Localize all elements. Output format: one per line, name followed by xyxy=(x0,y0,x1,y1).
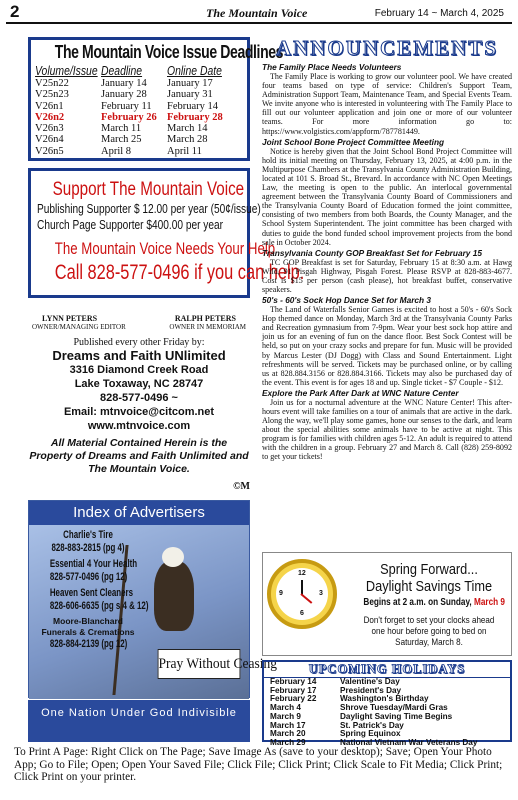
email-link[interactable]: Email: mtnvoice@citcom.net xyxy=(63,406,215,418)
announcement-heading: The Family Place Needs Volunteers xyxy=(262,62,402,72)
dst-note: Don't forget to set your clocks ahead one hour before going to bed on Saturday, March 8. xyxy=(363,615,495,648)
announcement-heading: Joint School Bone Project Committee Meeting xyxy=(262,136,445,147)
table-cell: March 14 xyxy=(167,123,208,135)
holiday-name: Spring Equinox xyxy=(340,729,401,739)
table-cell: January 17 xyxy=(167,78,213,89)
eagle-image xyxy=(154,561,194,631)
table-cell: V26n5 xyxy=(35,145,64,157)
clock-icon xyxy=(267,559,337,629)
dst-title-line: Spring Forward... xyxy=(380,561,478,578)
table-cell: V26n3 xyxy=(35,123,64,135)
dst-begins-date: March 9 xyxy=(473,597,505,608)
announcement xyxy=(262,137,512,247)
announcement-heading: 50's - 60's Sock Hop Dance Set for March 3 xyxy=(262,295,432,306)
website-link[interactable]: www.mtnvoice.com xyxy=(87,420,191,432)
clock-hand xyxy=(300,593,312,604)
holiday-date: March 17 xyxy=(270,720,306,730)
announcement-heading: Explore the Park After Dark at WNC Nature Center xyxy=(262,387,459,398)
pray-caption: Pray Without Ceasing xyxy=(158,649,241,679)
holidays-title: UPCOMING HOLIDAYS xyxy=(264,662,510,678)
issue-date: February 14 ~ March 4, 2025 xyxy=(374,8,504,19)
support-title: Support The Mountain Voice xyxy=(52,179,245,200)
table-cell: V25n22 xyxy=(35,78,69,89)
deadlines-title: The Mountain Voice Issue Deadlines xyxy=(54,42,284,62)
table-cell: V26n1 xyxy=(35,100,64,112)
support-row: Church Page Supporter $400.00 per year xyxy=(37,217,224,232)
advertiser-name: Heaven Sent Cleaners xyxy=(49,587,134,599)
advertiser-detail: 828-577-0496 (pg 12) xyxy=(49,571,128,583)
holiday-date: March 9 xyxy=(270,711,301,721)
holiday-date: February 17 xyxy=(270,685,317,695)
print-instructions: To Print A Page: Right Click on The Page; Save Image As (save to your desktop); Save; Open Your Photo App; Go to File; Open; Open Your Saved File; Click File; Click Print; Click Scale to Fit Media; Click Print; Click Print on your printer. xyxy=(14,746,503,784)
logo-mark: ©M xyxy=(233,481,250,492)
table-cell: March 11 xyxy=(101,123,142,135)
published-line: Published every other Friday by: xyxy=(73,337,205,348)
announcement-body: The Family Place is working to grow our volunteer pool. We have created four teams based on type of service: Children's Support Team, Administration Support Team, Maintenance Team, and Special Events Team. We invite anyone who is interested in volunteering with The Family Place to fill out our volunteer application and join one or more of our volunteer teams. For more information go to: https://www.volgistics.com/appform/787781449. xyxy=(262,72,512,136)
holiday-date: March 20 xyxy=(270,729,306,739)
advertisers-title: Index of Advertisers xyxy=(29,501,249,525)
table-cell-current: V26n2 xyxy=(35,111,65,123)
holiday-name: Valentine's Day xyxy=(340,677,400,686)
col-header: Deadline xyxy=(101,63,143,78)
dst-title-line: Daylight Savings Time xyxy=(365,578,493,595)
deadlines-box xyxy=(28,37,284,161)
announcements xyxy=(262,36,512,548)
table-cell-current: February 28 xyxy=(167,111,223,123)
table-cell: April 8 xyxy=(101,145,132,157)
owner-name: LYNN PETERS xyxy=(42,314,98,323)
address-line: Lake Toxaway, NC 28747 xyxy=(74,378,204,390)
copyright-notice: All Material Contained Herein is the Property of Dreams and Faith Unlimited and The Mountain Voice. xyxy=(29,437,249,475)
holiday-name: Shrove Tuesday/Mardi Gras xyxy=(340,703,448,713)
table-cell: January 14 xyxy=(101,78,147,89)
announcement-body: Join us for a nocturnal adventure at the WNC Nature Center! This after-hours event will take families on a tour of animals that are active in the dark. Along the way, we'll play some games, hone our senses to the dark, and learn about the special abilities some animals have to be active at night. This program is for families with children ages 5-12. An adult is required to attend with the children in a group. February 27 and March 8. Call (828) 259-8092 to get your tickets! xyxy=(262,397,512,462)
col-header: Volume/Issue xyxy=(35,63,98,78)
advertiser-name: Moore-Blanchard Funerals & Cremations xyxy=(41,616,135,637)
holiday-name: Washington's Birthday xyxy=(340,694,429,704)
table-cell: March 25 xyxy=(101,134,142,146)
holiday-name: Daylight Saving Time Begins xyxy=(340,711,453,721)
announcement xyxy=(262,295,512,387)
page-number: 2 xyxy=(10,2,20,21)
announcement-body: Notice is hereby given that the Joint School Bond Project Committee will hold its initial meeting on Thursday, February 13, 2025, at 4:00 p.m. in the Multipurpose Chambers at the Transylvania County Administration Building, located at 101 S. Broad St., Brevard. In accordance with NC Open Meetings Law, the meeting is open to the public. An interlocal governmental agreement between the Transylvania County Board of Commissioners and the Transylvania County Board of Education formed the joint committee, consisting of two members from both Boards, the County Manager, and the School System Superintendent. The joint committee has been charged with duties to guide the bond funded school improvement projects from the bond sale in October 2024. xyxy=(262,146,512,247)
table-cell: February 11 xyxy=(101,100,152,112)
announcement-heading: Transylvania County GOP Breakfast Set for February 15 xyxy=(262,247,482,258)
table-cell: March 28 xyxy=(167,134,208,146)
table-cell: February 14 xyxy=(167,100,219,112)
holiday-date: March 4 xyxy=(270,703,301,713)
advertiser-detail: 828-884-2139 (pg 12) xyxy=(49,638,128,650)
announcement xyxy=(262,62,512,136)
table-cell: V26n4 xyxy=(35,134,64,146)
holiday-date: February 22 xyxy=(270,694,317,704)
dst-box xyxy=(262,552,512,656)
advertiser-name: Charlie's Tire xyxy=(63,529,113,541)
holiday-date: March 29 xyxy=(270,737,306,747)
col-header: Online Date xyxy=(167,63,222,78)
clock-face: 12 3 6 9 xyxy=(276,568,328,620)
support-phone: Call 828-577-0496 if you can help. xyxy=(54,261,305,284)
holiday-name: National Vietnam War Veterans Day xyxy=(340,737,478,747)
company-name: Dreams and Faith UNlimited xyxy=(52,348,226,363)
dst-begins xyxy=(363,597,505,608)
holiday-name: St. Patrick's Day xyxy=(340,720,404,730)
phone-number: 828-577-0496 ~ xyxy=(100,392,178,404)
announcement-body: The Land of Waterfalls Senior Games is excited to host a 50's - 60's Sock Hop themed dance on Monday, March 3rd at the Transylvania County Parks and Recreation gymnasium from 7-9pm. Wear your best sock hop attire and join us for an evening of fun on the dance floor. Best Sock Contest will be held, so put on your crazy socks and prepare for fun. Music will be provided by Marcus Lester (DJ Dogg) with Class and Sound Entertainment. Light refreshments will be served. Tickets may be purchased online, or by calling us at 828.884.3156 or 828.884.3166. Tickets may also be purchased day of the event. This event is for ages 18 and up. Single ticket - $7 Couple - $12. xyxy=(262,305,512,387)
owner-role: OWNER IN MEMORIAM xyxy=(169,323,246,331)
table-cell: April 11 xyxy=(167,145,202,157)
table-cell: January 31 xyxy=(167,89,213,101)
support-box xyxy=(28,168,305,298)
publisher-info xyxy=(28,314,250,496)
holidays-box xyxy=(262,660,512,747)
announcement-body: TC GOP Breakfast is set for Saturday, February 15 at 8:30 a.m. at Hawg Wild, 91 Pisgah Highway, Pisgah Forest. Please RSVP at 828-883-4677. Cost is $15 per person (cash please), hot breakfast buffet, conservative speakers. xyxy=(262,257,512,294)
holiday-date: February 14 xyxy=(270,677,317,686)
address-line: 3316 Diamond Creek Road xyxy=(69,364,209,376)
deadlines-table xyxy=(35,63,247,157)
masthead: The Mountain Voice xyxy=(206,6,308,20)
owner-role: OWNER/MANAGING EDITOR xyxy=(32,323,126,331)
owner-name: RALPH PETERS xyxy=(174,314,236,323)
support-tagline: The Mountain Voice Needs Your Help xyxy=(54,239,276,258)
advertiser-detail: 828-606-6635 (pg s 4 & 12) xyxy=(49,600,149,612)
dst-title xyxy=(361,561,497,595)
holiday-name: President's Day xyxy=(340,685,402,695)
table-cell-current: February 26 xyxy=(101,111,157,123)
table-cell: January 28 xyxy=(101,89,147,101)
advertiser-name: Essential 4 Your Health xyxy=(49,558,138,570)
advertiser-list xyxy=(35,529,149,651)
announcement xyxy=(262,248,512,294)
support-row: Publishing Supporter $ 12.00 per year (50¢/issue) xyxy=(37,201,261,216)
page-header xyxy=(6,2,512,24)
motto-banner: One Nation Under God Indivisible xyxy=(28,700,250,742)
advertiser-detail: 828-883-2815 (pg 4) xyxy=(51,542,125,554)
dst-begins-text: Begins at 2 a.m. on Sunday, xyxy=(363,597,472,608)
advertisers-box xyxy=(28,500,277,698)
announcement xyxy=(262,388,512,462)
announcements-title: ANNOUNCEMENTS xyxy=(275,36,498,60)
table-cell: V25n23 xyxy=(35,89,69,101)
